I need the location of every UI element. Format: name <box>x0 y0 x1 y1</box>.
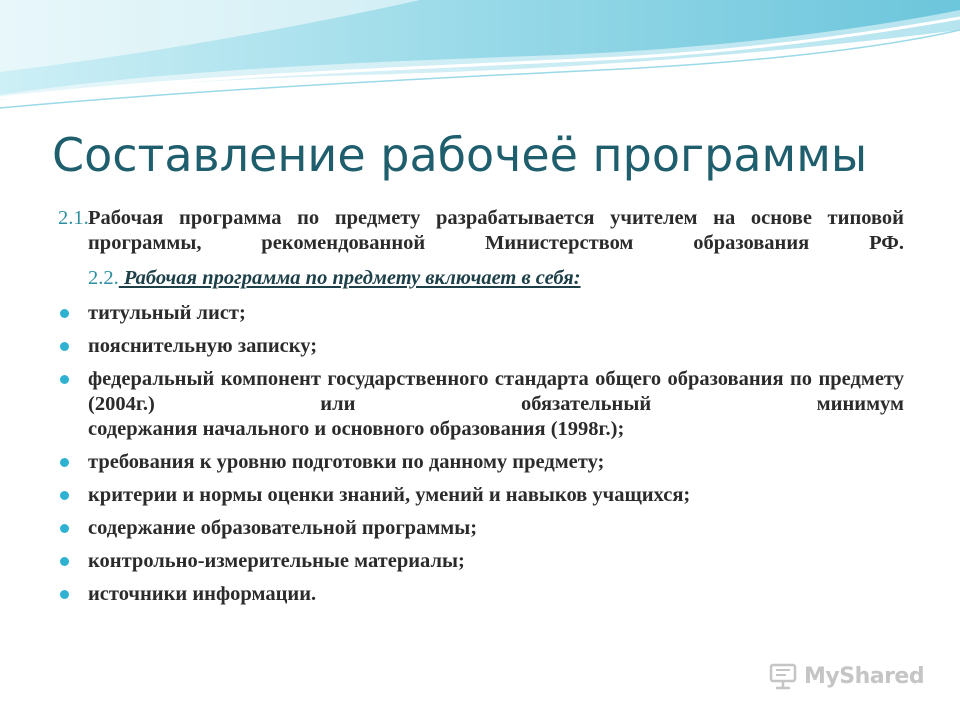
list-item: требования к уровню подготовки по данному предмету; <box>58 450 904 475</box>
header-wave-decoration <box>0 0 960 120</box>
bullet-icon <box>60 491 69 500</box>
list-item: контрольно-измерительные материалы; <box>58 549 904 574</box>
list-item: пояснительную записку; <box>58 334 904 359</box>
paragraph-2-2 <box>58 266 904 291</box>
bullet-icon <box>60 375 69 384</box>
myshared-watermark <box>768 658 938 694</box>
bullet-icon <box>60 309 69 318</box>
list-item: федеральный компонент государственного стандарта общего образования по предмету (2004г.) или обязательный минимум содержания начального и основного образования (1998г.); <box>58 367 904 442</box>
slide-body <box>58 206 904 615</box>
list-item: содержание образовательной программы; <box>58 516 904 541</box>
list-item: источники информации. <box>58 582 904 607</box>
bullet-icon <box>60 458 69 467</box>
paragraph-2-1 <box>58 206 904 256</box>
bullet-icon <box>60 590 69 599</box>
list-item: титульный лист; <box>58 301 904 326</box>
bullet-icon <box>60 557 69 566</box>
paragraph-number: 2.1. <box>58 207 89 229</box>
paragraph-text: Рабочая программа по предмету разрабатывается учителем на основе типовой программы, рекомендованной Министерством образования РФ. <box>88 207 904 254</box>
list-item: критерии и нормы оценки знаний, умений и навыков учащихся; <box>58 483 904 508</box>
bullet-icon <box>60 524 69 533</box>
paragraph-text: Рабочая программа по предмету включает в себя: <box>118 267 581 289</box>
bullet-list <box>58 301 904 607</box>
bullet-icon <box>60 342 69 351</box>
presentation-board-icon <box>768 661 798 691</box>
watermark-text: MyShared <box>804 663 925 689</box>
paragraph-number: 2.2. <box>88 267 119 289</box>
slide-title: Составление рабочеё программы <box>52 128 868 182</box>
